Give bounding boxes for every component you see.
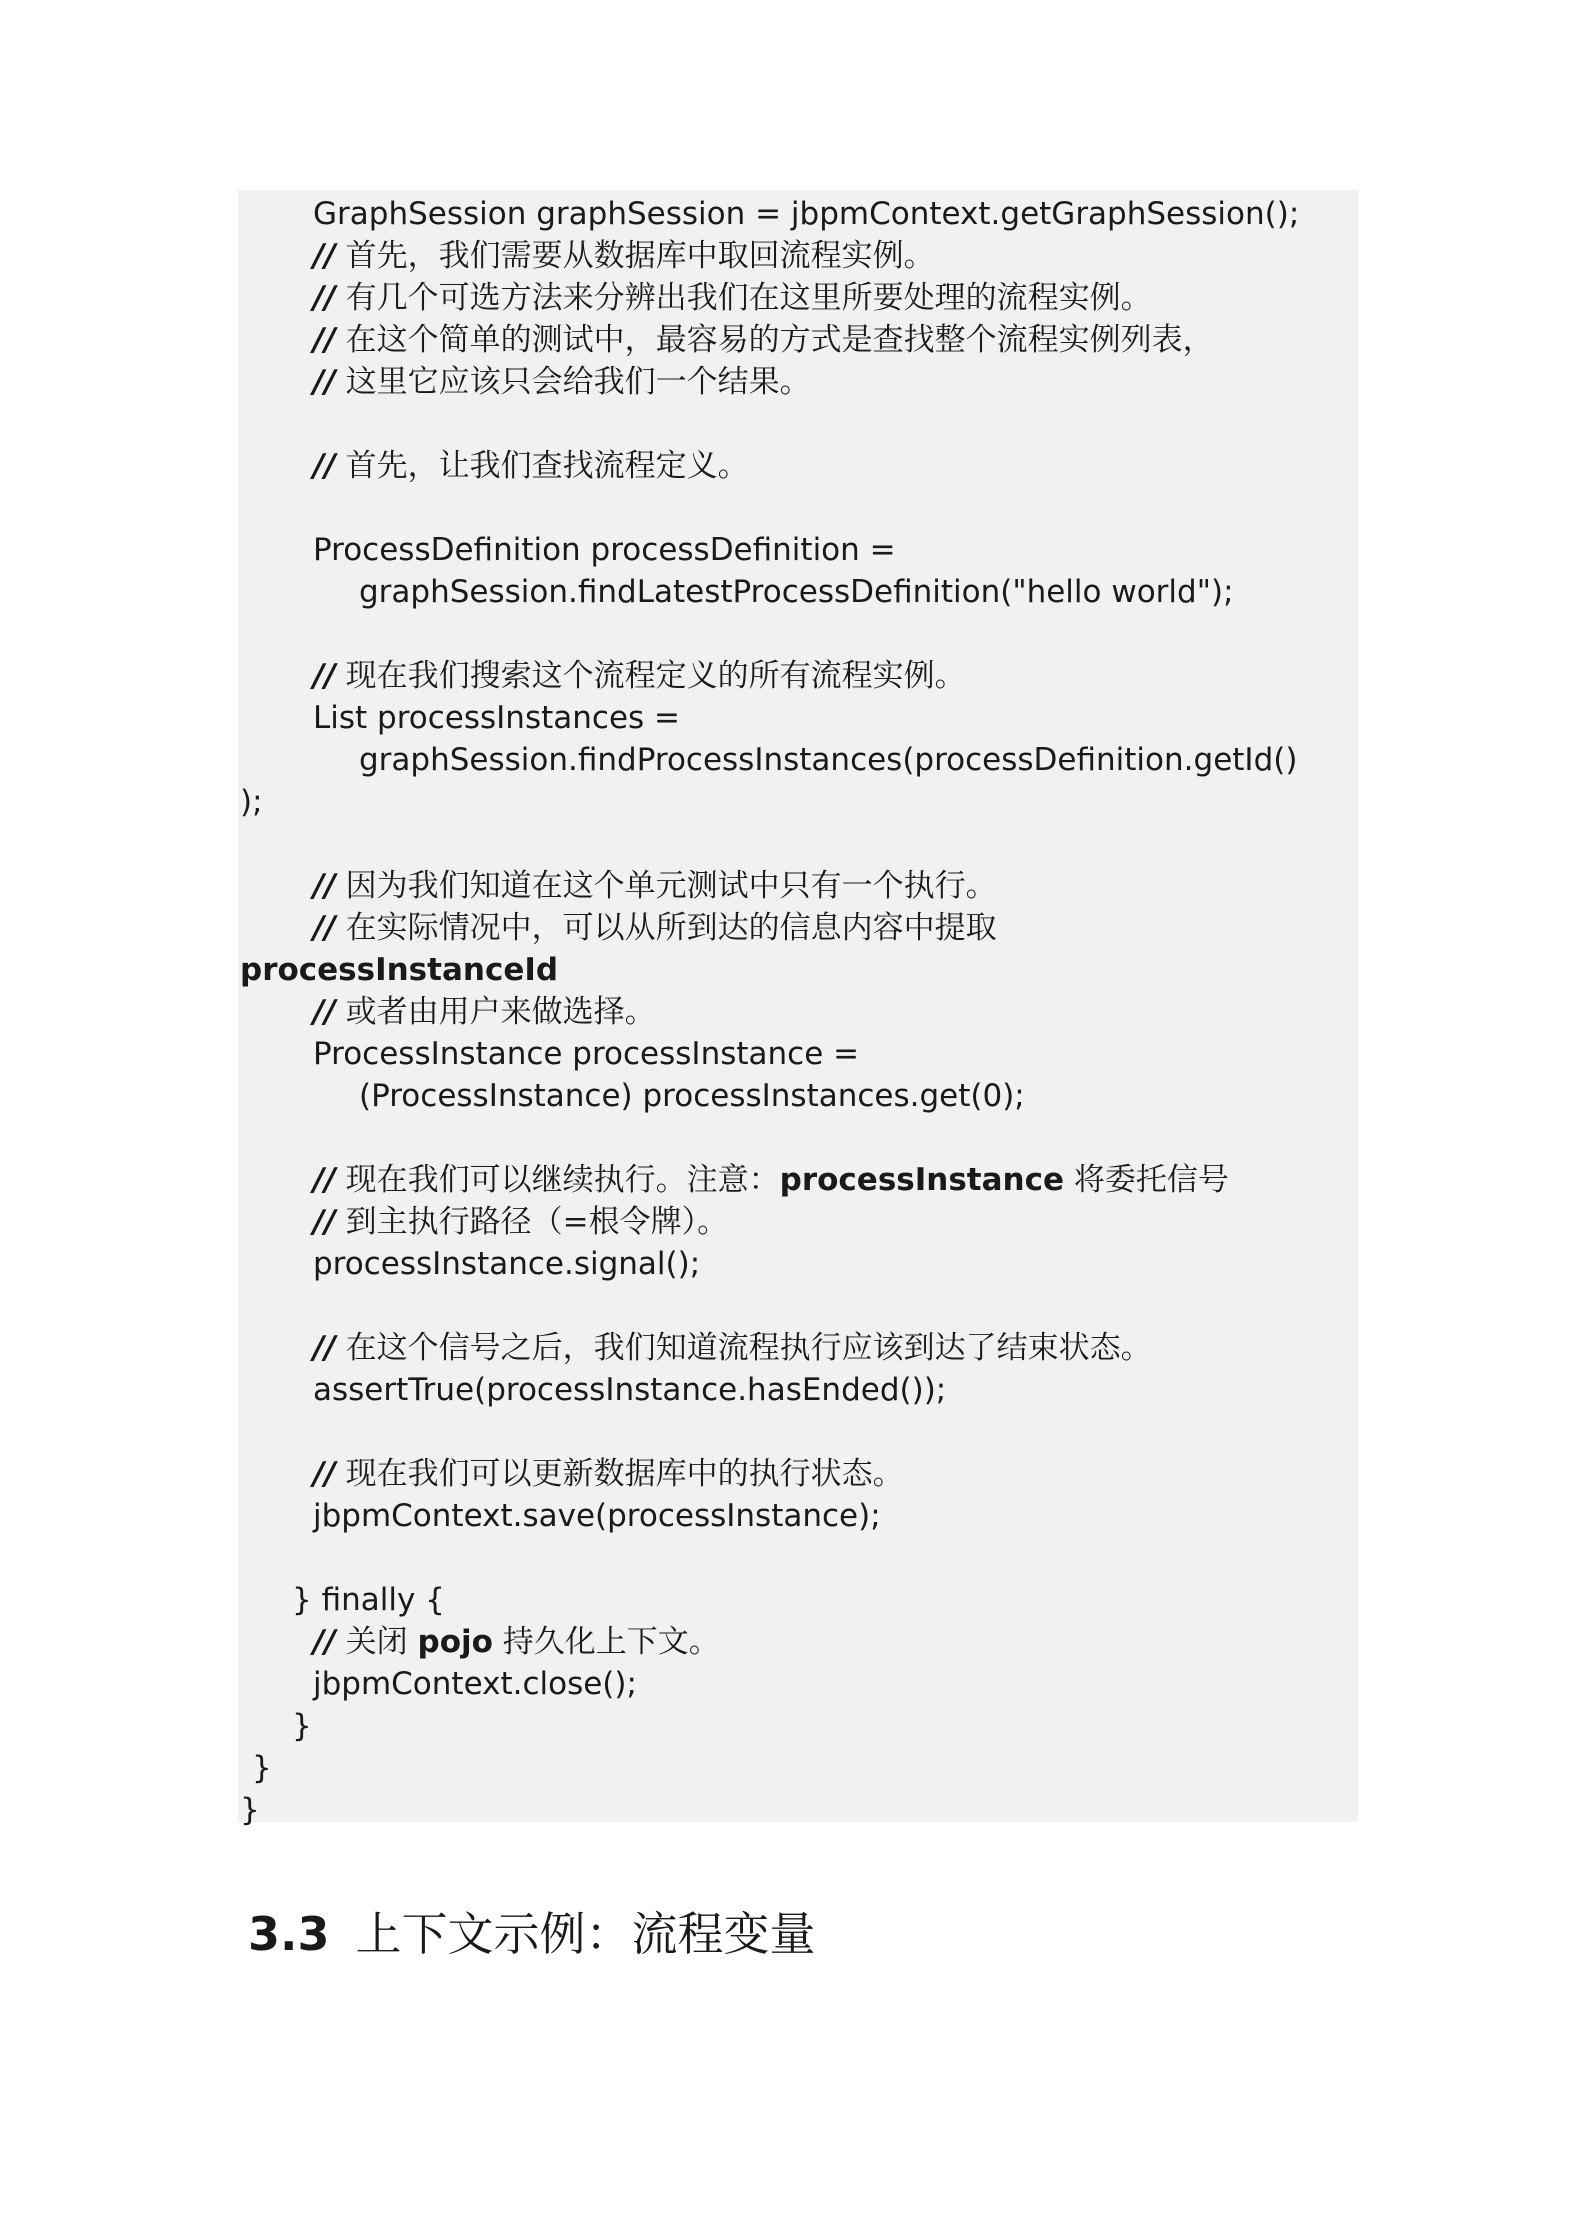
code-comment — [313, 320, 1214, 360]
comment-text: 有几个可选方法来分辨出我们在这里所要处理的流程实例。 — [345, 280, 1152, 316]
comment-text: 在实际情况中，可以从所到达的信息内容中提取 — [345, 910, 997, 946]
code-line: ); — [240, 784, 263, 820]
code-comment — [313, 1202, 728, 1242]
code-comment — [313, 362, 811, 402]
comment-marker: // — [313, 238, 336, 274]
code-line: jbpmContext.save(processInstance); — [313, 1498, 881, 1534]
code-comment — [313, 236, 935, 276]
code-comment — [313, 446, 749, 486]
code-line: } — [240, 1792, 260, 1828]
comment-marker: // — [313, 1162, 336, 1198]
code-line: } finally { — [292, 1582, 445, 1618]
comment-text: 首先，让我们查找流程定义。 — [345, 448, 749, 484]
code-line-bold: processInstanceId — [240, 952, 559, 988]
comment-text: 或者由用户来做选择。 — [345, 994, 656, 1030]
comment-text: 在这个简单的测试中，最容易的方式是查找整个流程实例列表， — [345, 322, 1214, 358]
comment-marker: // — [313, 1204, 336, 1240]
comment-marker: // — [313, 1330, 336, 1366]
code-line: graphSession.findLatestProcessDefinition("hello world"); — [359, 574, 1234, 610]
code-comment — [313, 1454, 904, 1494]
comment-marker: // — [313, 994, 336, 1030]
code-comment — [313, 1328, 1152, 1368]
code-line: assertTrue(processInstance.hasEnded()); — [313, 1372, 947, 1408]
code-comment — [313, 1622, 720, 1662]
comment-text: 持久化上下文。 — [492, 1624, 720, 1660]
comment-marker: // — [313, 364, 336, 400]
section-number: 3.3 — [248, 1907, 330, 1961]
code-comment — [313, 1160, 1229, 1200]
comment-text: 关闭 — [345, 1624, 418, 1660]
comment-marker: // — [313, 448, 336, 484]
section-title: 上下文示例：流程变量 — [355, 1907, 816, 1961]
comment-text: 现在我们搜索这个流程定义的所有流程实例。 — [345, 658, 966, 694]
comment-marker: // — [313, 658, 336, 694]
comment-marker: // — [313, 868, 336, 904]
comment-text: 现在我们可以继续执行。注意： — [345, 1162, 780, 1198]
comment-marker: // — [313, 1456, 336, 1492]
comment-marker: // — [313, 910, 336, 946]
code-line: GraphSession graphSession = jbpmContext.getGraphSession(); — [313, 196, 1300, 232]
comment-text: 在这个信号之后，我们知道流程执行应该到达了结束状态。 — [345, 1330, 1152, 1366]
code-line: graphSession.findProcessInstances(processDefinition.getId() — [359, 742, 1298, 778]
code-comment — [313, 656, 966, 696]
comment-marker: // — [313, 280, 336, 316]
code-line: } — [292, 1708, 312, 1744]
code-line: jbpmContext.close(); — [313, 1666, 637, 1702]
comment-text: 因为我们知道在这个单元测试中只有一个执行。 — [345, 868, 997, 904]
code-line: ProcessDefinition processDefinition = — [313, 532, 896, 568]
code-line: } — [252, 1750, 272, 1786]
comment-text: 首先，我们需要从数据库中取回流程实例。 — [345, 238, 935, 274]
code-line: processInstance.signal(); — [313, 1246, 701, 1282]
comment-marker: // — [313, 322, 336, 358]
section-heading — [240, 1880, 816, 1961]
code-line: (ProcessInstance) processInstances.get(0); — [359, 1078, 1025, 1114]
code-line: List processInstances = — [313, 700, 681, 736]
code-comment — [313, 908, 997, 948]
comment-text: 现在我们可以更新数据库中的执行状态。 — [345, 1456, 904, 1492]
code-comment — [313, 278, 1152, 318]
code-comment — [313, 866, 997, 906]
comment-marker: // — [313, 1624, 336, 1660]
comment-text: 将委托信号 — [1064, 1162, 1229, 1198]
comment-text: 到主执行路径（=根令牌）。 — [345, 1204, 729, 1240]
code-comment — [313, 992, 656, 1032]
code-line: ProcessInstance processInstance = — [313, 1036, 860, 1072]
comment-text: 这里它应该只会给我们一个结果。 — [345, 364, 811, 400]
comment-bold-term: pojo — [417, 1624, 493, 1660]
comment-bold-term: processInstance — [779, 1162, 1064, 1198]
